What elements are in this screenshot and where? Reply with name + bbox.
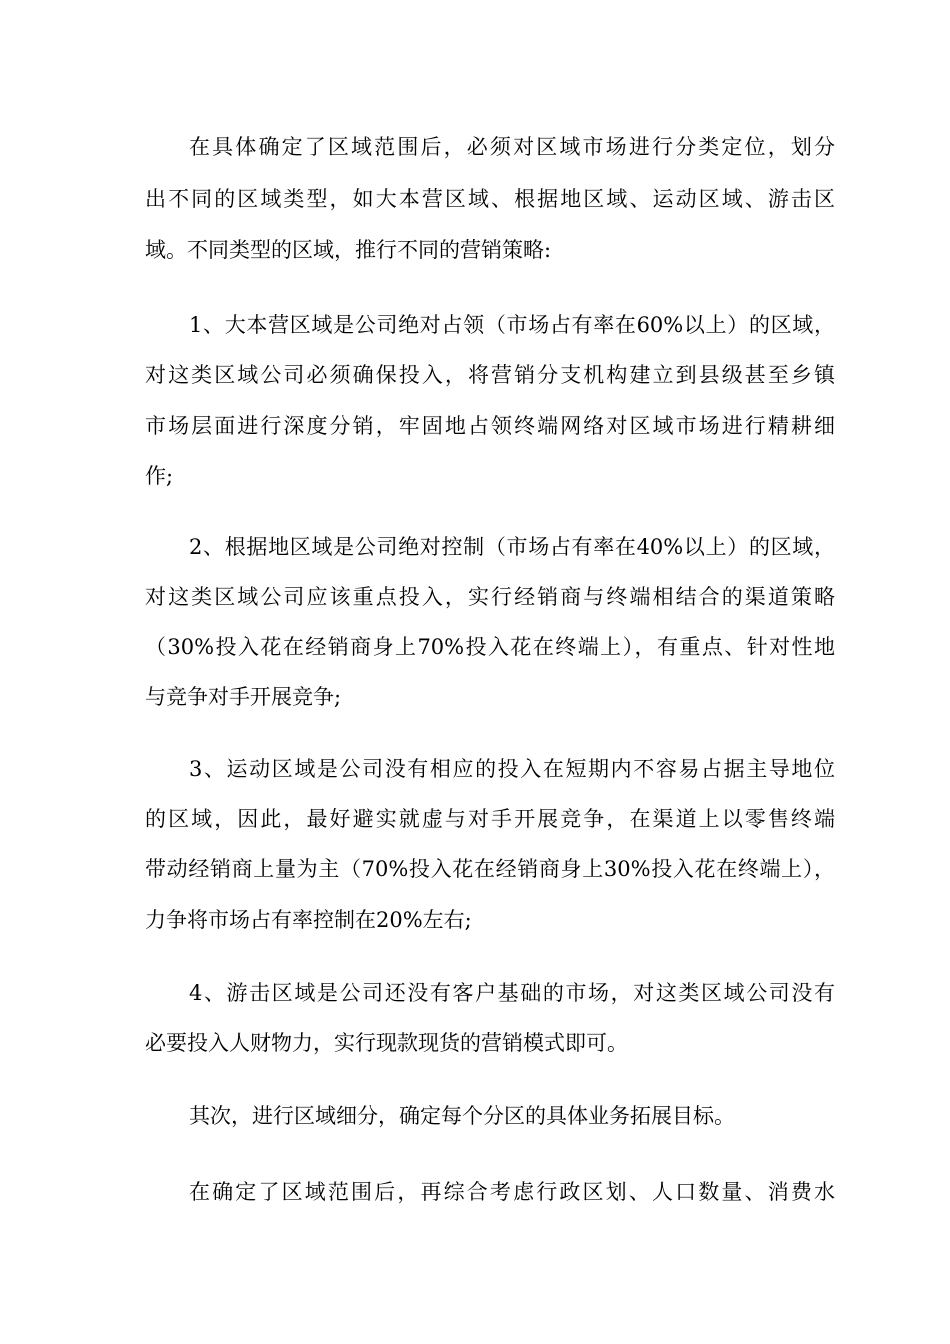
paragraph-2-line-3: 市场层面进行深度分销，牢固地占领终端网络对区域市场进行精耕细 <box>145 414 835 438</box>
paragraph-5-line-2: 必要投入人财物力，实行现款现货的营销模式即可。 <box>145 1031 628 1055</box>
paragraph-7-line-1: 在确定了区域范围后，再综合考虑行政区划、人口数量、消费水 <box>189 1180 835 1204</box>
paragraph-6-line-1: 其次，进行区域细分，确定每个分区的具体业务拓展目标。 <box>189 1104 735 1128</box>
paragraph-1-line-2: 出不同的区域类型，如大本营区域、根据地区域、运动区域、游击区 <box>145 187 835 211</box>
paragraph-2-line-4: 作; <box>145 464 174 488</box>
paragraph-3-line-4: 与竞争对手开展竞争; <box>145 685 342 709</box>
paragraph-2-line-1: 1、大本营区域是公司绝对占领（市场占有率在60%以上）的区域， <box>189 313 835 337</box>
paragraph-4-line-3: 带动经销商上量为主（70%投入花在经销商身上30%投入花在终端上）， <box>145 857 835 881</box>
paragraph-3-line-3: （30%投入花在经销商身上70%投入花在终端上），有重点、针对性地 <box>145 635 835 659</box>
paragraph-1-line-1: 在具体确定了区域范围后，必须对区域市场进行分类定位，划分 <box>189 135 835 159</box>
paragraph-4-line-2: 的区域，因此，最好避实就虚与对手开展竞争，在渠道上以零售终端 <box>145 807 835 831</box>
paragraph-3-line-2: 对这类区域公司应该重点投入，实行经销商与终端相结合的渠道策略 <box>145 585 835 609</box>
paragraph-4-line-1: 3、运动区域是公司没有相应的投入在短期内不容易占据主导地位 <box>189 757 835 781</box>
paragraph-5-line-1: 4、游击区域是公司还没有客户基础的市场，对这类区域公司没有 <box>189 981 835 1005</box>
paragraph-4-line-4: 力争将市场占有率控制在20%左右; <box>145 908 472 932</box>
paragraph-1-line-3: 域。不同类型的区域，推行不同的营销策略: <box>145 238 552 262</box>
paragraph-2-line-2: 对这类区域公司必须确保投入，将营销分支机构建立到县级甚至乡镇 <box>145 363 835 387</box>
paragraph-3-line-1: 2、根据地区域是公司绝对控制（市场占有率在40%以上）的区域， <box>189 535 835 559</box>
